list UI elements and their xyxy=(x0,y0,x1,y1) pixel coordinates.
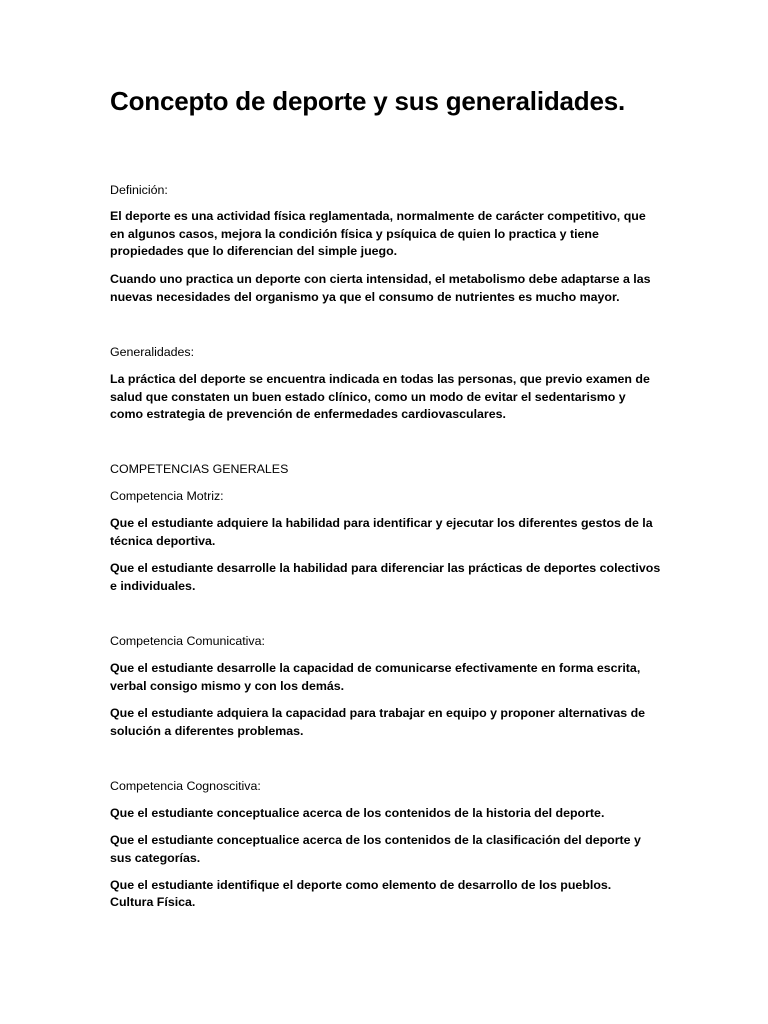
motriz-item-2: Que el estudiante desarrolle la habilidad para diferenciar las prácticas de deportes colectivos e individuales. xyxy=(110,561,661,593)
definicion-paragraph-1: El deporte es una actividad física reglamentada, normalmente de carácter competitivo, que en algunos casos, mejora la condición física y psíquica de quien lo practica y tiene propiedades que lo diferencian del simple juego. xyxy=(110,209,646,258)
definicion-heading: Definición: xyxy=(110,183,168,197)
cognoscitiva-item-3: Que el estudiante identifique el deporte como elemento de desarrollo de los pueblos. xyxy=(110,878,612,892)
cognoscitiva-item-2: Que el estudiante conceptualice acerca de los contenidos de la clasificación del deporte y sus categorías. xyxy=(110,833,641,865)
cognoscitiva-trailing-line: Cultura Física. xyxy=(110,895,196,909)
comunicativa-item-2: Que el estudiante adquiera la capacidad para trabajar en equipo y proponer alternativas de solución a diferentes problemas. xyxy=(110,706,646,738)
comunicativa-heading: Competencia Comunicativa: xyxy=(110,634,265,648)
cognoscitiva-heading: Competencia Cognoscitiva: xyxy=(110,779,261,793)
motriz-item-1: Que el estudiante adquiere la habilidad para identificar y ejecutar los diferentes gestos de la técnica deportiva. xyxy=(110,516,653,548)
generalidades-paragraph-1: La práctica del deporte se encuentra indicada en todas las personas, que previo examen de salud que constaten un buen estado clínico, como un modo de evitar el sedentarismo y como estrategia de prevención de enfermedades cardiovasculares. xyxy=(110,372,650,421)
generalidades-heading: Generalidades: xyxy=(110,345,195,359)
page-title: Concepto de deporte y sus generalidades. xyxy=(110,86,626,116)
comunicativa-item-1: Que el estudiante desarrolle la capacidad de comunicarse efectivamente en forma escrita, verbal consigo mismo y con los demás. xyxy=(110,661,641,693)
competencias-heading: COMPETENCIAS GENERALES xyxy=(110,462,289,476)
motriz-heading: Competencia Motriz: xyxy=(110,489,224,503)
definicion-paragraph-2: Cuando uno practica un deporte con cierta intensidad, el metabolismo debe adaptarse a las nuevas necesidades del organismo ya que el consumo de nutrientes es mucho mayor. xyxy=(110,272,651,304)
cognoscitiva-item-1: Que el estudiante conceptualice acerca de los contenidos de la historia del deporte. xyxy=(110,806,605,820)
